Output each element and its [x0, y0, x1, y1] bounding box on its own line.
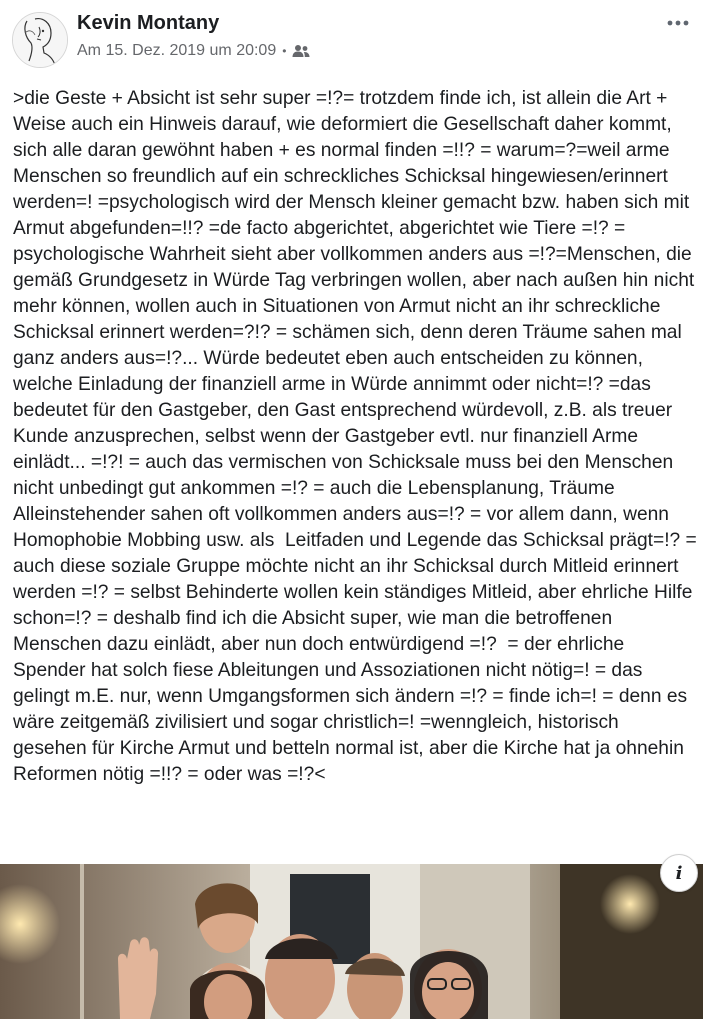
post-header: [0, 0, 703, 80]
photo-info-button[interactable]: i: [660, 854, 698, 892]
meta-separator: •: [282, 44, 287, 58]
post-meta: [77, 42, 310, 60]
post-photo[interactable]: [0, 864, 703, 1019]
more-horizontal-icon: [667, 20, 689, 26]
avatar[interactable]: [12, 12, 68, 68]
post-text: >die Geste + Absicht ist sehr super =!?= trotzdem finde ich, ist allein die Art + Weise auch ein Hinweis darauf, wie deformiert die Gesellschaft daher kommt, sich alle daran gewöhnt haben + es normal finden =!!? = warum=?=weil arme Menschen so freundlich auf ein schreckliches Schicksal hingewiesen/erinnert werden=! =psychologisch wird der Mensch kleiner gemacht bzw. haben sich mit Armut abgefunden=!!? =de facto abgerichtet, abgerichtet wie Tiere =!? = psychologische Wahrheit sieht aber vollkommen anders aus =!?=Menschen, die gemäß Grundgesetz in Würde Tag verbringen wollen, aber nach außen hin nicht mehr können, wollen auch in Situationen von Armut nicht an ihr schreckliche Schicksal erinnert werden=?!? = schämen sich, denn deren Träume sahen mal ganz anders aus=!?... Würde bedeutet eben auch entscheiden zu können, welche Einladung der finanziell arme in Würde annimmt oder nicht=!? =das bedeutet für den Gastgeber, den Gast entsprechend würdevoll, z.B. als treuer Kunde anzusprechen, selbst wenn der Gastgeber evtl. nur finanziell Arme einlädt... =!?! = auch das vermischen von Schicksale muss bei den Menschen nicht unbedingt gut ankommen =!? = auch die Lebensplanung, Träume Alleinstehender sahen oft vollkommen anders aus=!? = vor allem dann, wenn Homophobie Mobbing usw. als Leitfaden und Legende das Schicksal prägt=!? = auch diese soziale Gruppe möchte nicht an ihr Schicksal durch Mitleid erinnert werden =!? = selbst Behinderte wollen kein ständiges Mitleid, aber ehrliche Hilfe schon=!? = deshalb find ich die Absicht super, wie man die betroffenen Menschen dazu einlädt, aber nun doch entwürdigend =!? = der ehrliche Spender hat solch fiese Ableitungen und Assoziationen nicht nötig=! = das gelingt m.E. nur, wenn Umgangsformen sich ändern =!? = finde ich=! = denn es wäre zeitgemäß zivilisiert und sogar christlich=! =wenngleich, historisch gesehen für Kirche Armut und betteln normal ist, aber die Kirche hat ja ohnehin Reformen nötig =!!? = oder was =!?<: [13, 88, 703, 785]
friends-icon[interactable]: [292, 44, 310, 58]
author-name[interactable]: Kevin Montany: [77, 12, 220, 34]
more-options-button[interactable]: [664, 12, 692, 34]
post-timestamp[interactable]: Am 15. Dez. 2019 um 20:09: [77, 42, 277, 59]
